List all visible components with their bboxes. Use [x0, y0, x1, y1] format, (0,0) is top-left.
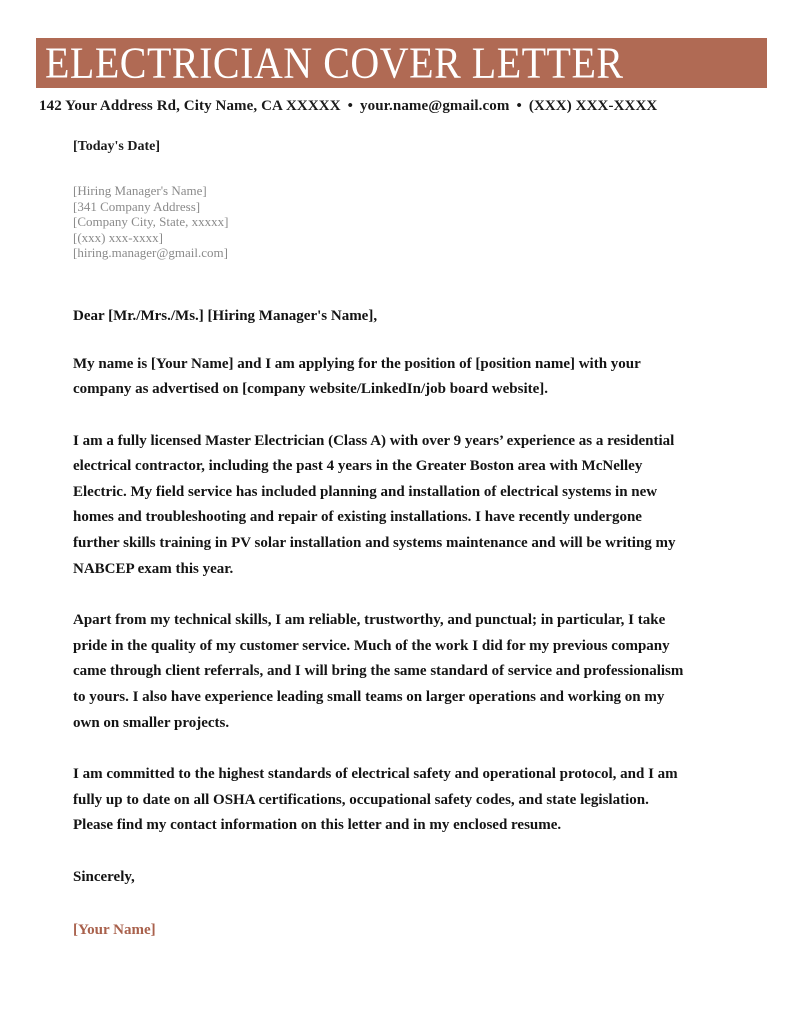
contact-phone: (XXX) XXX-XXXX [528, 98, 658, 114]
recipient-line-email: [hiring.manager@gmail.com] [73, 245, 228, 260]
letter-body [73, 138, 687, 940]
recipient-block [73, 183, 687, 261]
contact-line [39, 98, 657, 115]
paragraph-soft-skills: Apart from my technical skills, I am reliable, trustworthy, and punctual; in particular, I take pride in the quality of my customer service. Much of the work I did for my previous company came through client referrals, and I will bring the same standard of service and professionalism to yours. I also have experience leading small teams on larger operations and working on my own on smaller projects. [73, 612, 684, 731]
recipient-line-name: [Hiring Manager's Name] [73, 183, 207, 198]
salutation: Dear [Mr./Mrs./Ms.] [Hiring Manager's Name], [73, 307, 378, 324]
page-title: ELECTRICIAN COVER LETTER [45, 38, 624, 88]
header-banner [36, 38, 767, 88]
contact-separator-2: • [516, 98, 522, 114]
paragraph-experience: I am a fully licensed Master Electrician (Class A) with over 9 years’ experience as a residential electrical contractor, including the past 4 years in the Greater Boston area with McNelley Electric. My field service has included planning and installation of electrical systems in new homes and troubleshooting and repair of existing installations. I have recently undergone further skills training in PV solar installation and systems maintenance and will be writing my NABCEP exam this year. [73, 432, 676, 577]
paragraph-intro: My name is [Your Name] and I am applying for the position of [position name] with your company as advertised on [company website/LinkedIn/job board website]. [73, 355, 641, 398]
recipient-line-phone: [(xxx) xxx-xxxx] [73, 229, 163, 245]
closing-line: Sincerely, [73, 869, 135, 885]
contact-email: your.name@gmail.com [360, 98, 510, 114]
contact-address: 142 Your Address Rd, City Name, CA XXXXX [39, 98, 341, 114]
paragraph-safety: I am committed to the highest standards of electrical safety and operational protocol, and I am fully up to date on all OSHA certifications, occupational safety codes, and state legislation. Please find my contact information on this letter and in my enclosed resume. [73, 766, 678, 834]
recipient-line-address: [341 Company Address] [73, 198, 201, 214]
signature-name: [Your Name] [73, 922, 156, 938]
date-placeholder: [Today's Date] [73, 139, 160, 154]
contact-separator-1: • [347, 98, 354, 114]
recipient-line-city: [Company City, State, xxxxx] [73, 214, 229, 229]
